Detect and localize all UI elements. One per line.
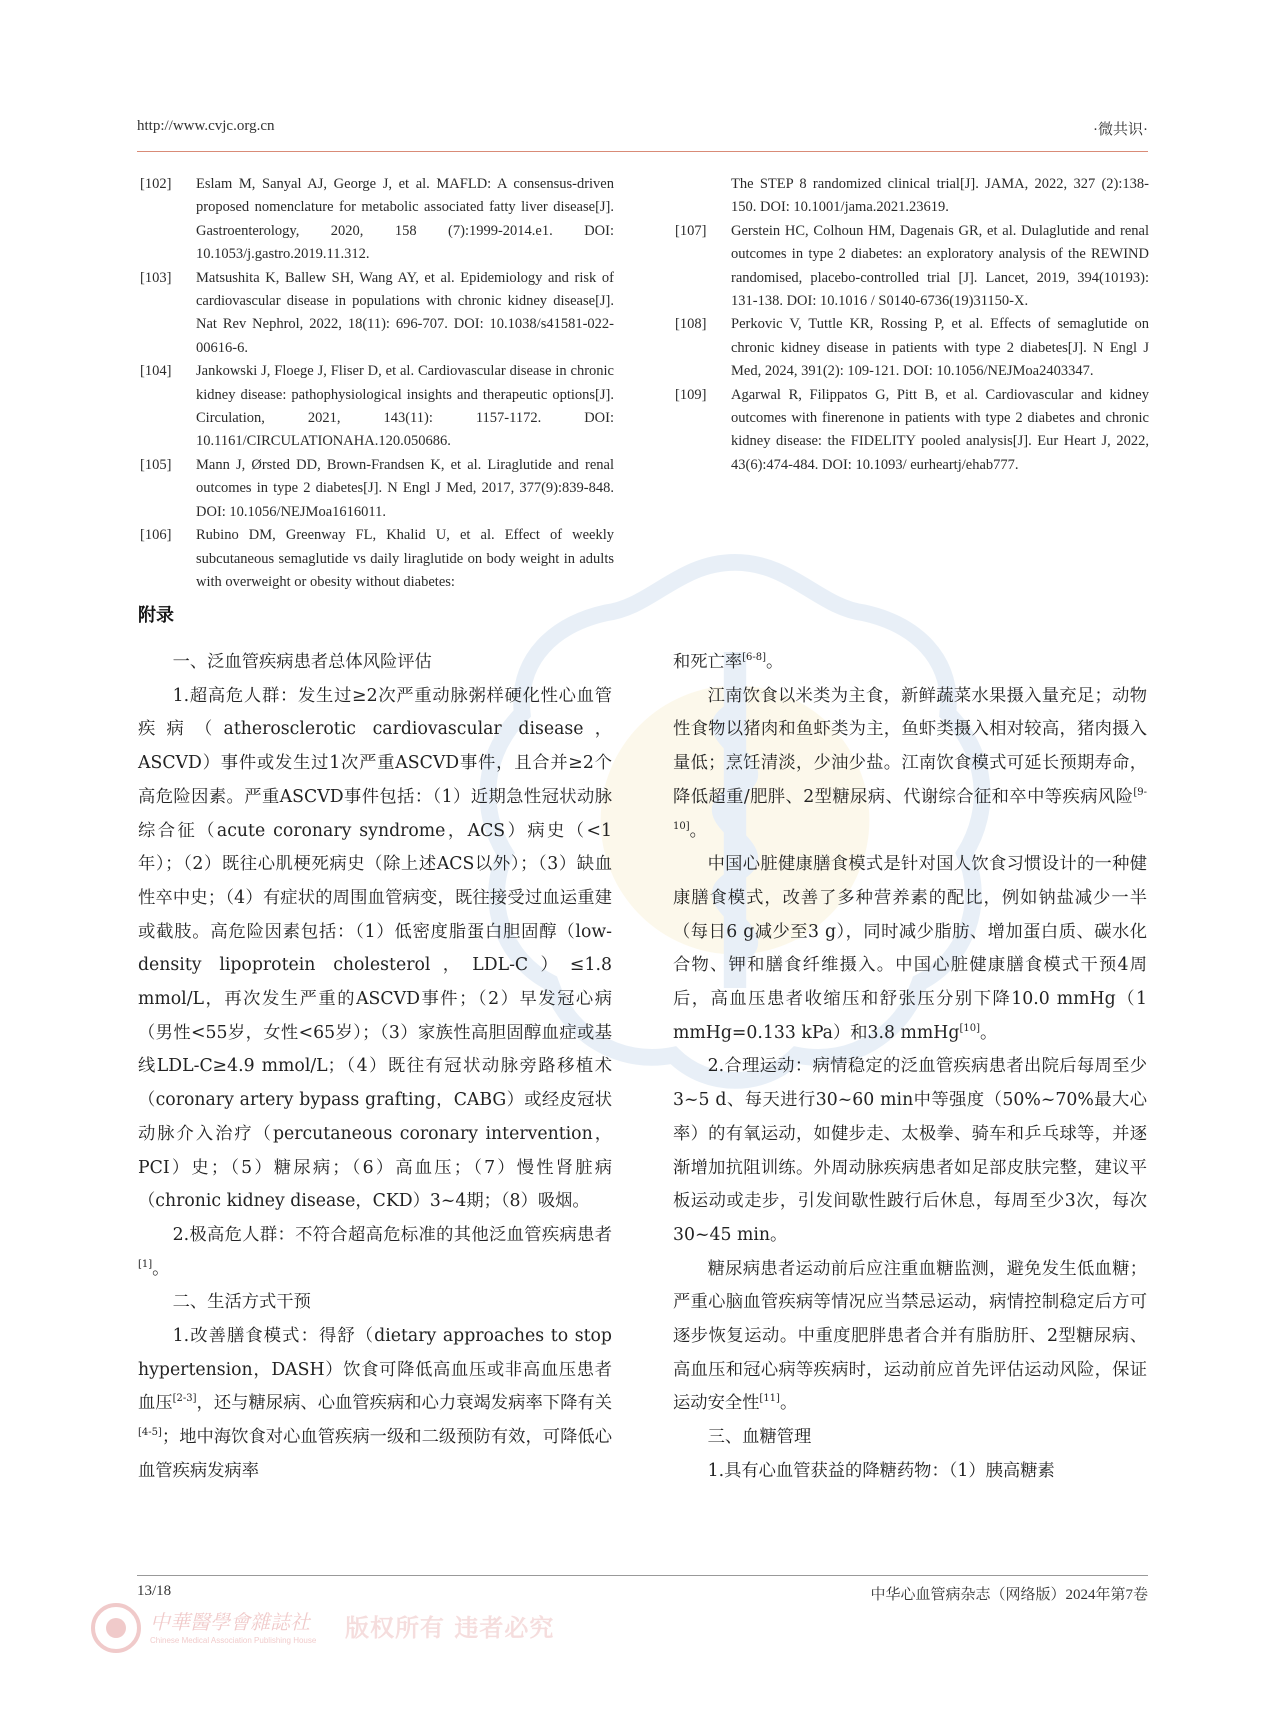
copyright-notice: 版权所有 违者必究 xyxy=(345,1614,555,1642)
reference-number: [104] xyxy=(140,363,172,380)
paragraph-text: ，还与糖尿病、心血管疾病和心力衰竭发病率下降有关 xyxy=(196,1393,612,1414)
section-label: ·微共识· xyxy=(1093,122,1148,138)
paragraph-glucose-drugs: 1.具有心血管获益的降糖药物：（1）胰高糖素 xyxy=(707,1460,1055,1481)
citation: [1] xyxy=(138,1258,153,1270)
reference-text: Mann J, Ørsted DD, Brown-Frandsen K, et al. Liraglutide and renal outcomes in type 2 diabetes[J]. N Engl J Med, 2017, 377(9):839-848. DOI: 10.1056/NEJMoa1616011. xyxy=(196,456,614,520)
publisher-logo-icon xyxy=(90,1602,142,1654)
publisher-name: 中華醫學會雜誌社 xyxy=(150,1610,310,1634)
references-right-column xyxy=(675,173,1149,477)
reference-text: Matsushita K, Ballew SH, Wang AY, et al. Epidemiology and risk of cardiovascular disease in populations with chronic kidney disease[J]. Nat Rev Nephrol, 2022, 18(11): 696-707. DOI: 10.1038/s41581-022-00616-6. xyxy=(196,269,614,356)
reference-text: Agarwal R, Filippatos G, Pitt B, et al. Cardiovascular and kidney outcomes with finerenone in patients with type 2 diabetes and chronic kidney disease: the FIDELITY pooled analysis[J]. Eur Heart J, 2022, 43(6):474-484. DOI: 10.1093/ eurheartj/ehab777. xyxy=(731,386,1149,473)
footer-rule xyxy=(137,1575,1148,1576)
paragraph-end: 。 xyxy=(979,1022,998,1043)
citation: [10] xyxy=(959,1022,980,1034)
reference-item xyxy=(675,220,1149,314)
journal-name: 中华心血管病杂志（网络版）2024年第7卷 xyxy=(870,1587,1148,1603)
reference-number: [106] xyxy=(140,527,172,544)
reference-number: [105] xyxy=(140,456,172,473)
paragraph-chinese-heart-diet xyxy=(673,848,1147,1050)
reference-number: [107] xyxy=(675,222,707,239)
reference-text: Rubino DM, Greenway FL, Khalid U, et al. Effect of weekly subcutaneous semaglutide vs daily liraglutide on body weight in adults with overweight or obesity without diabetes: xyxy=(196,527,614,590)
reference-item xyxy=(140,454,614,524)
reference-text: Perkovic V, Tuttle KR, Rossing P, et al. Effects of semaglutide on chronic kidney disease in patients with type 2 diabetes[J]. N Engl J Med, 2024, 391(2): 109-121. DOI: 10.1056/NEJMoa2403347. xyxy=(731,316,1149,380)
page-number: 13/18 xyxy=(137,1583,172,1599)
paragraph-text: ；地中海饮食对心血管疾病一级和二级预防有效，可降低心血管疾病发病率 xyxy=(138,1427,612,1481)
paragraph-text: 2.极高危人群：不符合超高危标准的其他泛血管疾病患者 xyxy=(172,1224,612,1245)
reference-number: [102] xyxy=(140,176,172,192)
paragraph-text: 江南饮食以米类为主食，新鲜蔬菜水果摄入量充足；动物性食物以猪肉和鱼虾类为主，鱼虾类摄入相对较高，猪肉摄入量低；烹饪清淡，少油少盐。江南饮食模式可延长预期寿命，降低超重/肥胖、2型糖尿病、代谢综合征和卒中等疾病风险 xyxy=(673,685,1147,807)
section-heading-glucose: 三、血糖管理 xyxy=(707,1427,812,1448)
reference-number: [108] xyxy=(675,316,707,333)
paragraph-text: 糖尿病患者运动前后应注重血糖监测，避免发生低血糖；严重心脑血管疾病等情况应当禁忌运动，病情控制稳定后方可逐步恢复运动。中重度肥胖患者合并有脂肪肝、2型糖尿病、高血压和冠心病等疾病时，运动前应首先评估运动风险，保证运动安全性 xyxy=(673,1258,1147,1414)
citation: [4-5] xyxy=(138,1427,162,1439)
appendix-left-column xyxy=(138,646,612,1489)
section-heading-risk: 一、泛血管疾病患者总体风险评估 xyxy=(172,652,432,672)
paragraph-text: 1.改善膳食模式：得舒（dietary approaches to stop hypertension，DASH）饮食可降低高血压或非高血压患者血压 xyxy=(138,1326,612,1414)
paragraph-end: 。 xyxy=(152,1258,170,1279)
appendix-heading: 附录 xyxy=(138,605,174,626)
paragraph-very-high-risk xyxy=(138,1219,612,1286)
paragraph-continuation xyxy=(673,646,1147,680)
reference-text: Eslam M, Sanyal AJ, George J, et al. MAFLD: A consensus-driven proposed nomenclature for metabolic associated fatty liver disease[J]. Gastroenterology, 2020, 158 (7):1999-2014.e1. DOI: 10.1053/j.gastro.2019.11.312. xyxy=(196,176,614,263)
publisher-watermark xyxy=(90,1600,610,1660)
reference-item xyxy=(140,360,614,454)
reference-number: [103] xyxy=(140,269,172,286)
reference-text: Gerstein HC, Colhoun HM, Dagenais GR, et al. Dulaglutide and renal outcomes in type 2 diabetes: an exploratory analysis of the REWIND randomised, placebo-controlled trial [J]. Lancet, 2019, 394(10193): 131-138. DOI: 10.1016 / S0140-6736(19)31150-X. xyxy=(731,222,1149,310)
running-header xyxy=(137,116,1148,146)
reference-item xyxy=(140,524,614,594)
reference-text: Jankowski J, Floege J, Fliser D, et al. Cardiovascular disease in chronic kidney disease: pathophysiological insights and therapeutic options[J]. Circulation, 2021, 143(11): 1157-1172. DOI: 10.1161/CIRCULATIONAHA.120.050686. xyxy=(196,363,614,450)
paragraph-text: 中国心脏健康膳食模式是针对国人饮食习惯设计的一种健康膳食模式，改善了多种营养素的配比，例如钠盐减少一半（每日6 g减少至3 g），同时减少脂肪、增加蛋白质、碳水化合物、钾和膳食纤维摄入。中国心脏健康膳食模式干预4周后，高血压患者收缩压和舒张压分别下降10.0 mmHg（1 mmHg=0.133 kPa）和3.8 mmHg xyxy=(673,854,1147,1043)
citation: [6-8] xyxy=(742,652,767,664)
reference-item xyxy=(675,313,1149,383)
paragraph-end: 。 xyxy=(766,652,784,672)
paragraph-diabetes-exercise xyxy=(673,1253,1147,1422)
citation: [11] xyxy=(759,1393,780,1405)
appendix-right-column xyxy=(673,646,1147,1489)
paragraph-exercise: 2.合理运动：病情稳定的泛血管疾病患者出院后每周至少3~5 d、每天进行30~60 min中等强度（50%~70%最大心率）的有氧运动，如健步走、太极拳、骑车和乒乓球等，并逐渐增加抗阻训练。外周动脉疾病患者如足部皮肤完整，建议平板运动或走步，引发间歇性跛行后休息，每周至少3次，每次30~45 min。 xyxy=(673,1056,1147,1245)
reference-item xyxy=(675,384,1149,478)
journal-url[interactable]: http://www.cvjc.org.cn xyxy=(137,118,275,134)
reference-continuation: The STEP 8 randomized clinical trial[J]. JAMA, 2022, 327 (2):138-150. DOI: 10.1001/jama.2021.23619. xyxy=(731,176,1149,216)
publisher-name-en: Chinese Medical Association Publishing House xyxy=(150,1636,317,1645)
reference-item xyxy=(140,173,614,267)
paragraph-end: 。 xyxy=(779,1393,798,1414)
header-rule xyxy=(137,151,1148,152)
section-heading-lifestyle: 二、生活方式干预 xyxy=(172,1292,311,1313)
references-left-column xyxy=(140,173,614,594)
reference-number: [109] xyxy=(675,386,707,403)
citation: [2-3] xyxy=(172,1393,197,1405)
citation: [9-10] xyxy=(673,787,1147,832)
paragraph-text: 和死亡率 xyxy=(673,652,743,672)
paragraph-jiangnan-diet xyxy=(673,680,1147,849)
paragraph-ultra-high-risk: 1.超高危人群：发生过≥2次严重动脉粥样硬化性心血管疾病（atherosclerotic cardiovascular disease，ASCVD）事件或发生过1次严重ASCVD事件，且合并≥2个高危险因素。严重ASCVD事件包括：（1）近期急性冠状动脉综合征（acute coronary syndrome，ACS）病史（<1年）；（2）既往心肌梗死病史（除上述ACS以外）；（3）缺血性卒中史；（4）有症状的周围血管病变，既往接受过血运重建或截肢。高危险因素包括：（1）低密度脂蛋白胆固醇（low-density lipoprotein cholesterol，LDL-C）≤1.8 mmol/L，再次发生严重的ASCVD事件；（2）早发冠心病（男性<55岁，女性<65岁）；（3）家族性高胆固醇血症或基线LDL-C≥4.9 mmol/L；（4）既往有冠状动脉旁路移植术（coronary artery bypass grafting，CABG）或经皮冠状动脉介入治疗（percutaneous coronary intervention，PCI）史；（5）糖尿病；（6）高血压；（7）慢性肾脏病（chronic kidney disease，CKD）3~4期；（8）吸烟。 xyxy=(138,685,612,1212)
paragraph-diet xyxy=(138,1320,612,1489)
paragraph-end: 。 xyxy=(689,820,707,841)
reference-item xyxy=(140,267,614,361)
